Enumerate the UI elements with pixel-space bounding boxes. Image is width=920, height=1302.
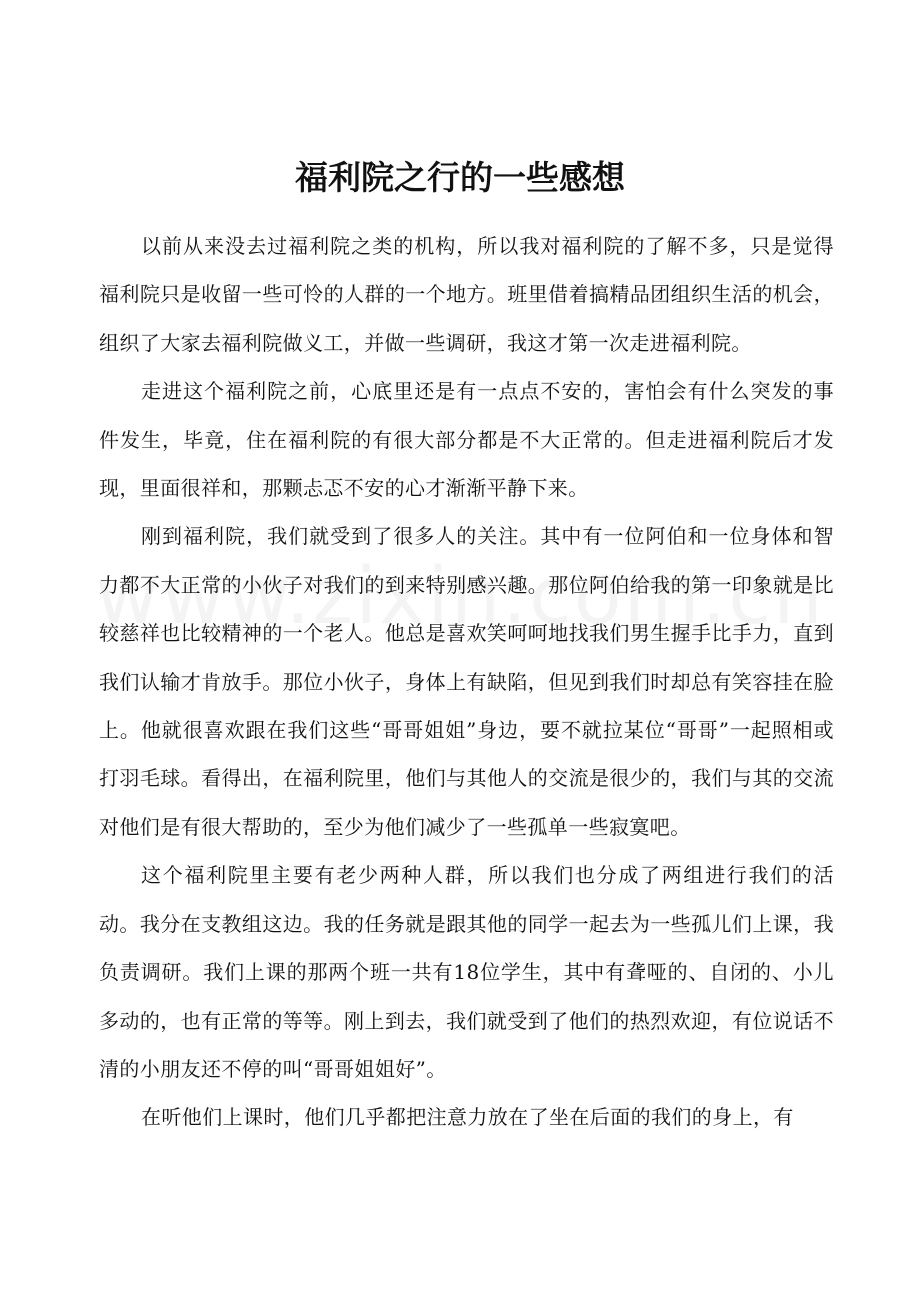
paragraph-2: 走进这个福利院之前，心底里还是有一点点不安的，害怕会有什么突发的事件发生，毕竟，住在福利院的有很大部分都是不大正常的。但走进福利院后才发现，里面很祥和，那颗忐忑不安的心才渐渐平静下来。 <box>99 379 834 501</box>
paragraph-4: 这个福利院里主要有老少两种人群，所以我们也分成了两组进行我们的活动。我分在支教组这边。我的任务就是跟其他的同学一起去为一些孤儿们上课，我负责调研。我们上课的那两个班一共有18位学生，其中有聋哑的、自闭的、小儿多动的，也有正常的等等。刚上到去，我们就受到了他们的热烈欢迎，有位说话不清的小朋友还不停的叫“哥哥姐姐好”。 <box>99 863 834 1081</box>
paragraph-3: 刚到福利院，我们就受到了很多人的关注。其中有一位阿伯和一位身体和智力都不大正常的小伙子对我们的到来特别感兴趣。那位阿伯给我的第一印象就是比较慈祥也比较精神的一个老人。他总是喜欢笑呵呵地找我们男生握手比手力，直到我们认输才肯放手。那位小伙子，身体上有缺陷，但见到我们时却总有笑容挂在脸上。他就很喜欢跟在我们这些“哥哥姐姐”身边，要不就拉某位“哥哥”一起照相或打羽毛球。看得出，在福利院里，他们与其他人的交流是很少的，我们与其的交流对他们是有很大帮助的，至少为他们减少了一些孤单一些寂寞吧。 <box>99 524 834 839</box>
document-title: 福利院之行的一些感想 <box>295 158 625 197</box>
paragraph-1: 以前从来没去过福利院之类的机构，所以我对福利院的了解不多，只是觉得福利院只是收留一些可怜的人群的一个地方。班里借着搞精品团组织生活的机会，组织了大家去福利院做义工，并做一些调研，我这才第一次走进福利院。 <box>99 234 834 355</box>
document-body <box>99 222 834 1142</box>
paragraph-5: 在听他们上课时，他们几乎都把注意力放在了坐在后面的我们的身上，有 <box>141 1105 794 1130</box>
